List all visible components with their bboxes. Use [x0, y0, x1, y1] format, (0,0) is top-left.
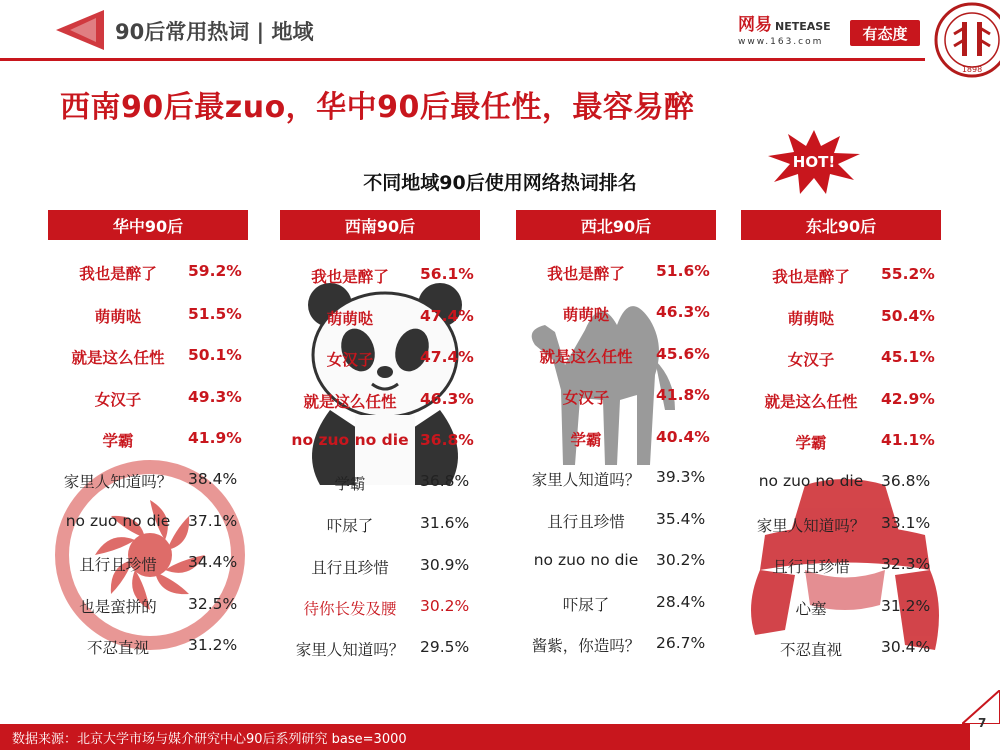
- hot-word: 女汉子: [94, 391, 142, 409]
- ranking-row: [48, 595, 248, 619]
- hot-word: 吓尿了: [562, 596, 610, 614]
- usage-percent: 55.2%: [881, 265, 935, 283]
- hot-word: 萌萌哒: [562, 306, 610, 324]
- hot-word: 心塞: [795, 600, 827, 618]
- hot-badge-text: HOT!: [792, 153, 836, 171]
- ranking-row: [516, 634, 716, 658]
- usage-percent: 28.4%: [656, 593, 706, 611]
- hot-word: 女汉子: [787, 351, 835, 369]
- top-bar: [0, 0, 1000, 74]
- ranking-row: [48, 512, 248, 536]
- hot-word: 家里人知道吗？: [531, 471, 641, 489]
- hot-word: 学霸: [334, 475, 366, 493]
- ranking-row: [280, 390, 480, 414]
- region-header: 西南90后: [280, 210, 480, 240]
- usage-percent: 42.9%: [881, 390, 935, 408]
- hot-word: 家里人知道吗？: [756, 517, 866, 535]
- netease-logo-url: www.163.com: [738, 37, 824, 47]
- ranking-row: [741, 472, 941, 496]
- hot-word: 吓尿了: [326, 517, 374, 535]
- ranking-row: [516, 551, 716, 575]
- region-column-huazhong: [48, 210, 248, 657]
- ranking-row: [516, 303, 716, 327]
- hot-word: 萌萌哒: [326, 310, 374, 328]
- usage-percent: 50.1%: [188, 346, 242, 364]
- ranking-row: [741, 348, 941, 372]
- hot-word: 且行且珍惜: [772, 558, 850, 576]
- region-column-dongbei: [741, 210, 941, 659]
- ranking-row: [48, 388, 248, 412]
- ranking-row: [516, 345, 716, 369]
- usage-percent: 29.5%: [420, 638, 470, 656]
- chart-title: 不同地域90后使用网络热词排名: [363, 172, 637, 194]
- usage-percent: 51.6%: [656, 262, 710, 280]
- header-arrow-icon: [52, 8, 104, 52]
- ranking-row: [280, 348, 480, 372]
- ranking-row: [48, 470, 248, 494]
- region-column-xinan: [280, 210, 480, 659]
- usage-percent: 36.8%: [420, 431, 474, 449]
- usage-percent: 36.8%: [881, 472, 931, 490]
- ranking-row: [280, 307, 480, 331]
- youtaidu-logo: 有态度: [850, 20, 920, 46]
- usage-percent: 47.4%: [420, 348, 474, 366]
- usage-percent: 46.3%: [656, 303, 710, 321]
- usage-percent: 56.1%: [420, 265, 474, 283]
- ranking-row: [280, 556, 480, 580]
- ranking-row: [516, 468, 716, 492]
- ranking-row: [741, 307, 941, 331]
- hot-word: 且行且珍惜: [547, 513, 625, 531]
- usage-percent: 37.1%: [188, 512, 238, 530]
- usage-percent: 30.9%: [420, 556, 470, 574]
- ranking-row: [741, 597, 941, 621]
- hot-word: 就是这么任性: [539, 348, 633, 366]
- hot-word: 酱紫，你造吗？: [531, 637, 641, 655]
- ranking-row: [516, 510, 716, 534]
- hot-word: 家里人知道吗？: [295, 641, 405, 659]
- header-title: 90后常用热词 | 地域: [115, 20, 314, 44]
- usage-percent: 38.4%: [188, 470, 238, 488]
- ranking-row: [516, 262, 716, 286]
- ranking-row: [48, 429, 248, 453]
- hot-word: 学霸: [795, 434, 827, 452]
- ranking-row: [741, 431, 941, 455]
- usage-percent: 41.1%: [881, 431, 935, 449]
- ranking-row: [280, 431, 480, 455]
- ranking-row: [516, 386, 716, 410]
- usage-percent: 41.8%: [656, 386, 710, 404]
- hot-word: no zuo no die: [533, 551, 639, 569]
- usage-percent: 34.4%: [188, 553, 238, 571]
- usage-percent: 50.4%: [881, 307, 935, 325]
- hot-word: no zuo no die: [758, 472, 864, 490]
- ranking-row: [48, 553, 248, 577]
- usage-percent: 31.2%: [188, 636, 238, 654]
- usage-percent: 32.5%: [188, 595, 238, 613]
- hot-word: 我也是醉了: [311, 268, 389, 286]
- netease-logo-en: NETEASE: [775, 20, 831, 33]
- hot-word: 家里人知道吗？: [63, 473, 173, 491]
- usage-percent: 26.7%: [656, 634, 706, 652]
- hot-word: 女汉子: [326, 351, 374, 369]
- source-note: 数据来源：北京大学市场与媒介研究中心90后系列研究 base=3000: [12, 732, 407, 747]
- usage-percent: 41.9%: [188, 429, 242, 447]
- hot-word: 就是这么任性: [764, 393, 858, 411]
- ranking-row: [280, 514, 480, 538]
- usage-percent: 45.6%: [656, 345, 710, 363]
- hot-word: 不忍直视: [779, 641, 842, 659]
- hot-word: 萌萌哒: [94, 308, 142, 326]
- ranking-row: [741, 555, 941, 579]
- usage-percent: 35.4%: [656, 510, 706, 528]
- usage-percent: 31.6%: [420, 514, 470, 532]
- hot-word: 我也是醉了: [547, 265, 625, 283]
- hot-word: 我也是醉了: [772, 268, 850, 286]
- hot-word: 学霸: [570, 431, 602, 449]
- region-header: 华中90后: [48, 210, 248, 240]
- ranking-row: [48, 305, 248, 329]
- ranking-row: [280, 265, 480, 289]
- usage-percent: 47.4%: [420, 307, 474, 325]
- ranking-row: [280, 638, 480, 662]
- usage-percent: 30.4%: [881, 638, 931, 656]
- hot-word: 且行且珍惜: [79, 556, 157, 574]
- headline: 西南90后最zuo，华中90后最任性，最容易醉: [60, 90, 695, 125]
- usage-percent: 36.8%: [420, 472, 470, 490]
- ranking-row: [48, 262, 248, 286]
- usage-percent: 45.1%: [881, 348, 935, 366]
- usage-percent: 31.2%: [881, 597, 931, 615]
- hot-word: 也是蛮拼的: [79, 598, 157, 616]
- ranking-row: [741, 514, 941, 538]
- ranking-row: [741, 390, 941, 414]
- netease-logo: 网易 NETEASE www.163.com: [738, 10, 848, 50]
- region-header: 东北90后: [741, 210, 941, 240]
- ranking-row: [741, 638, 941, 662]
- usage-percent: 33.1%: [881, 514, 931, 532]
- hot-word: 学霸: [102, 432, 134, 450]
- university-seal-icon: [932, 0, 1000, 92]
- hot-word: 我也是醉了: [79, 265, 157, 283]
- hot-word: 就是这么任性: [71, 349, 165, 367]
- hot-word: no zuo no die: [65, 512, 171, 530]
- region-column-xibei: [516, 210, 716, 655]
- ranking-row: [741, 265, 941, 289]
- usage-percent: 51.5%: [188, 305, 242, 323]
- header-divider: [0, 58, 925, 61]
- usage-percent: 46.3%: [420, 390, 474, 408]
- usage-percent: 30.2%: [420, 597, 470, 615]
- region-header: 西北90后: [516, 210, 716, 240]
- usage-percent: 32.3%: [881, 555, 931, 573]
- svg-text:1898: 1898: [961, 65, 983, 74]
- ranking-row: [516, 428, 716, 452]
- usage-percent: 30.2%: [656, 551, 706, 569]
- usage-percent: 40.4%: [656, 428, 710, 446]
- hot-word: 萌萌哒: [787, 310, 835, 328]
- ranking-row: [48, 346, 248, 370]
- hot-word: 就是这么任性: [303, 393, 397, 411]
- usage-percent: 59.2%: [188, 262, 242, 280]
- ranking-row: [280, 597, 480, 621]
- hot-word: 待你长发及腰: [303, 600, 397, 618]
- page-number: 7: [978, 716, 987, 730]
- hot-word: 且行且珍惜: [311, 559, 389, 577]
- hot-word: 女汉子: [562, 389, 610, 407]
- hot-word: 不忍直视: [86, 639, 149, 657]
- ranking-row: [516, 593, 716, 617]
- usage-percent: 39.3%: [656, 468, 706, 486]
- usage-percent: 49.3%: [188, 388, 242, 406]
- hot-word: no zuo no die: [291, 431, 409, 449]
- ranking-row: [48, 636, 248, 660]
- footer-bar: [0, 724, 970, 750]
- ranking-row: [280, 472, 480, 496]
